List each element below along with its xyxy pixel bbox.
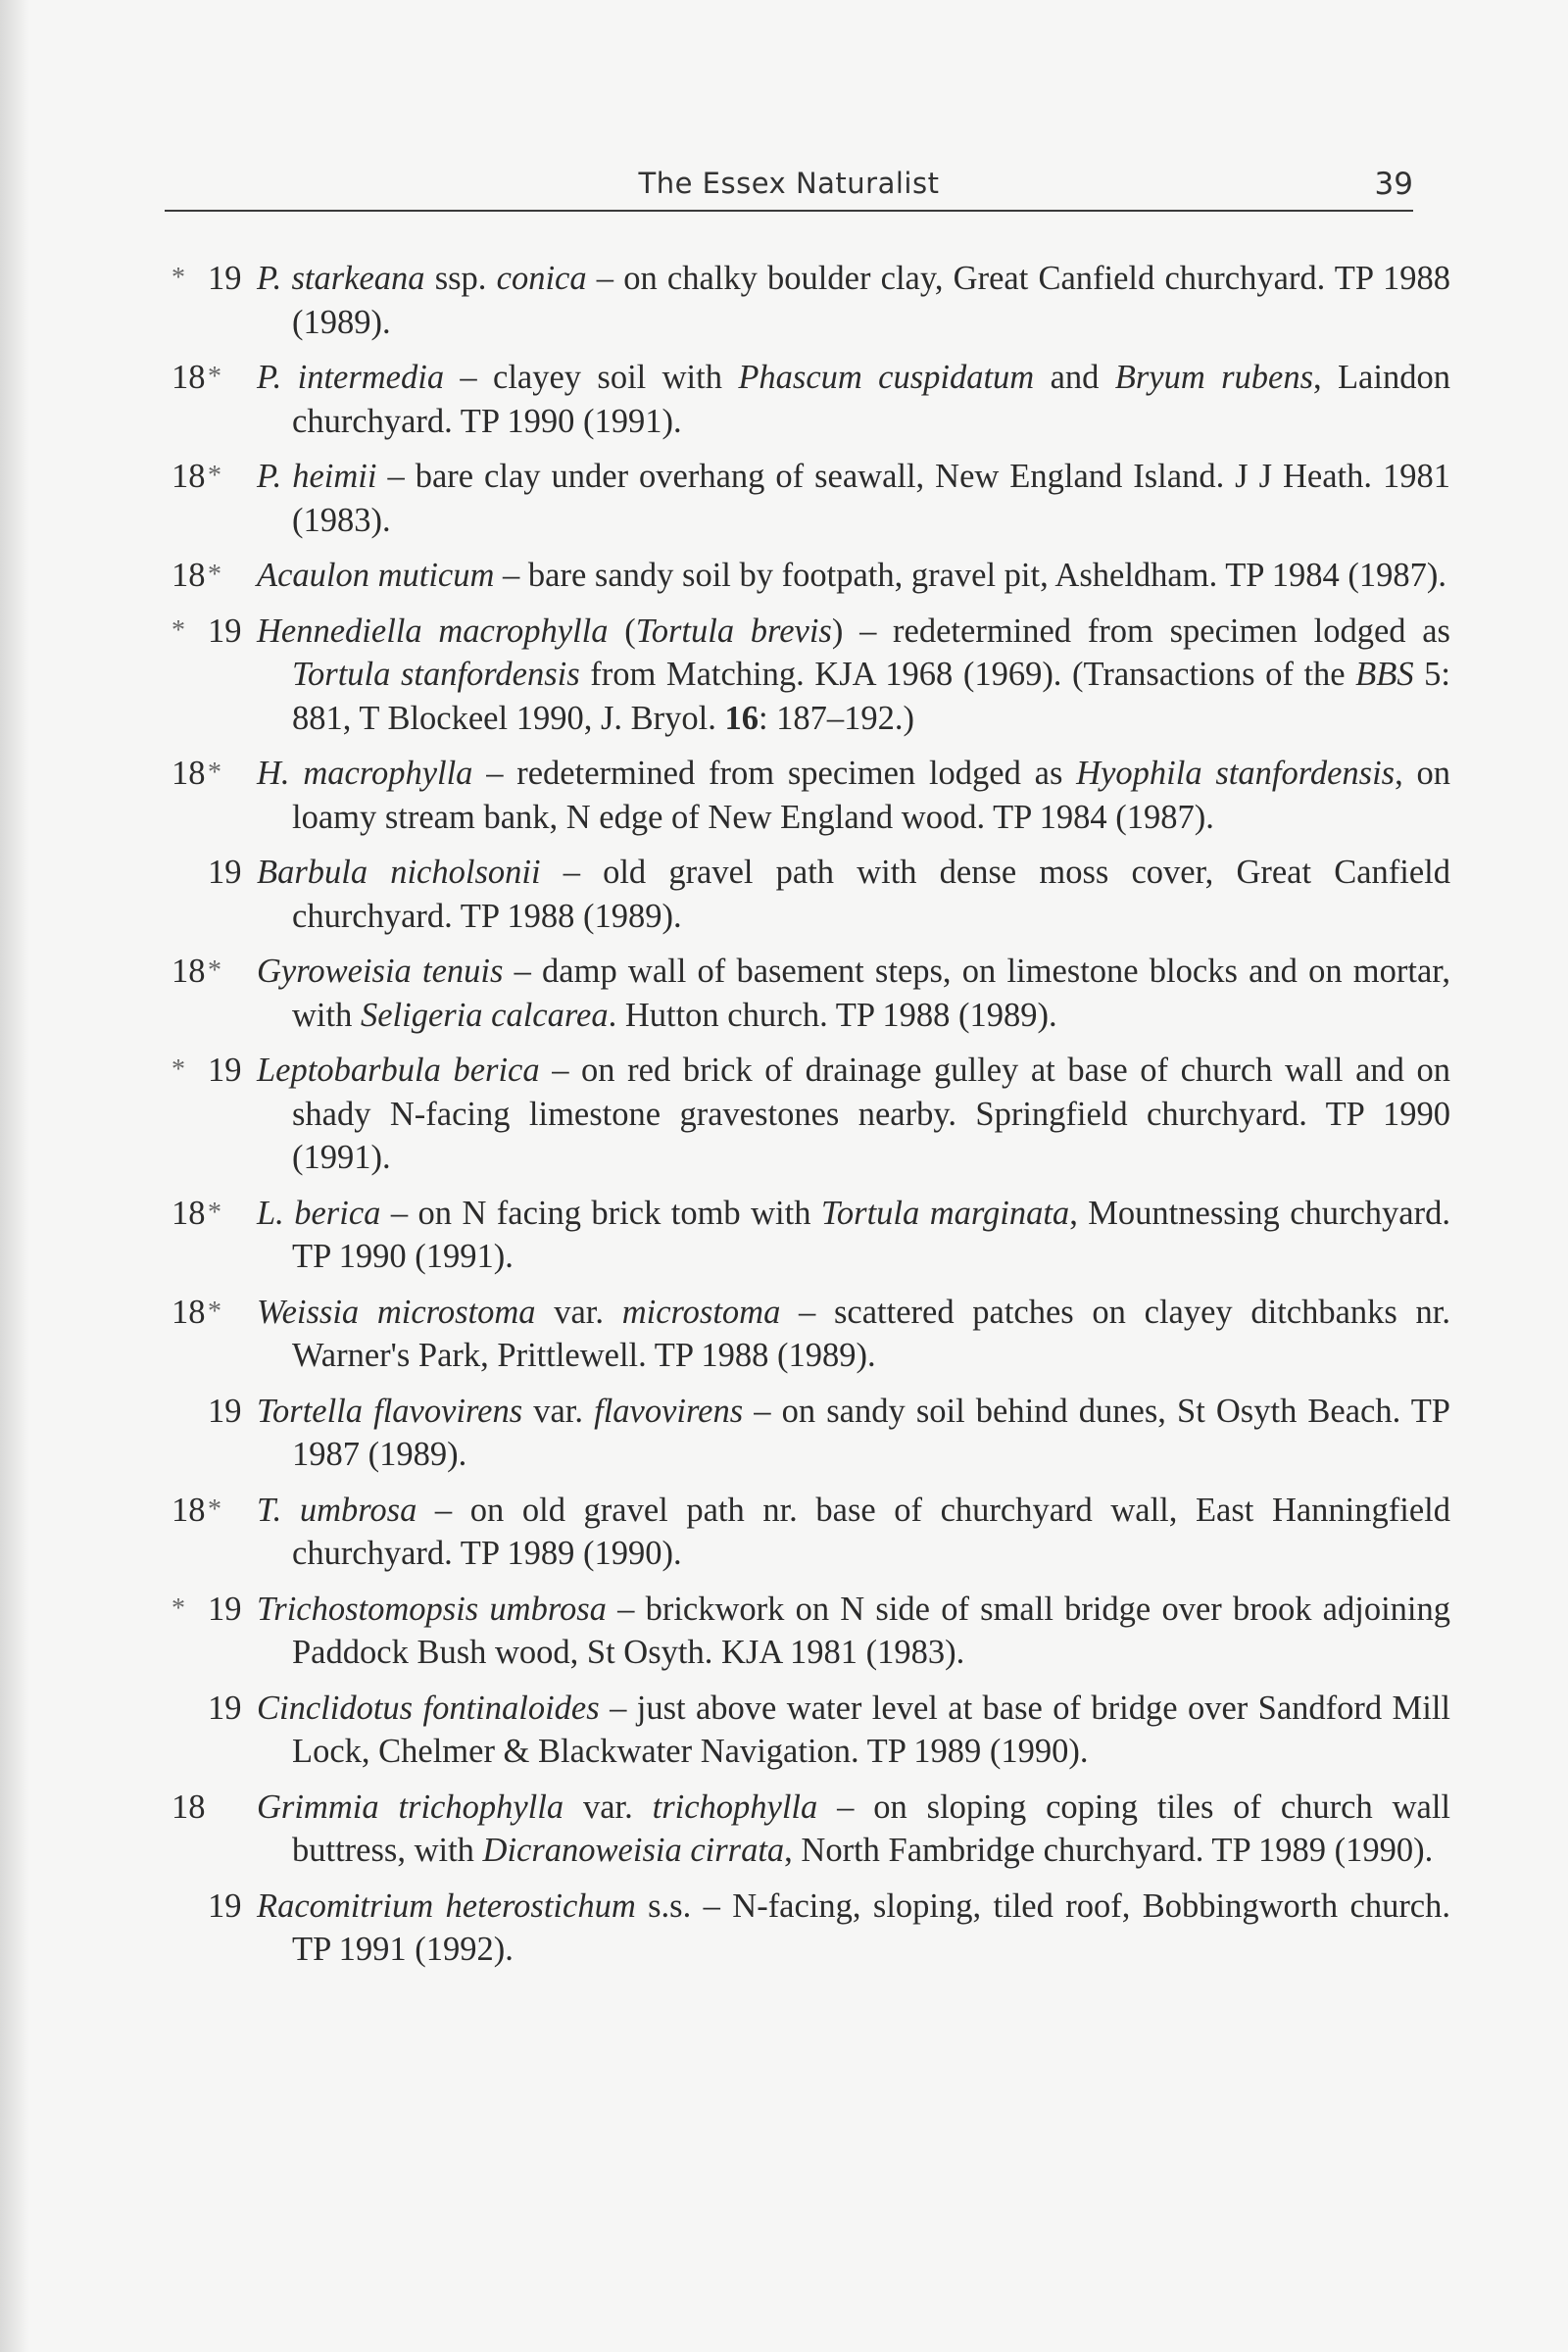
species-name: Cinclidotus fontinaloides <box>257 1689 600 1727</box>
record-detail: – clayey soil with <box>444 359 739 396</box>
species-name: Grimmia trichophylla <box>257 1788 564 1826</box>
list-item <box>0 554 1568 598</box>
record-detail: var. <box>535 1293 622 1331</box>
century-marker: 19 <box>208 1886 242 1925</box>
record-detail: , North Fambridge churchyard. TP 1989 (1990). <box>784 1832 1434 1869</box>
record-detail: 5: 881, T Blockeel 1990, J. Bryol. <box>292 656 1450 737</box>
species-name: Tortella flavovirens <box>257 1392 523 1430</box>
new-record-marker: * <box>172 263 185 293</box>
list-item <box>0 356 1568 443</box>
record-detail: – old gravel path with dense moss cover, Great Canfield churchyard. TP 1988 (1989). <box>292 854 1450 935</box>
record-detail: and <box>1034 359 1115 396</box>
new-record-marker: * <box>208 1296 221 1327</box>
list-item <box>0 1390 1568 1477</box>
record-detail: var. <box>522 1392 595 1430</box>
list-item <box>0 1291 1568 1378</box>
record-text <box>257 950 1450 1037</box>
species-name: Trichostomopsis umbrosa <box>257 1590 607 1628</box>
record-detail: ) – redetermined from specimen lodged as <box>831 612 1450 650</box>
list-item <box>0 455 1568 542</box>
record-text <box>257 257 1450 344</box>
list-item <box>0 1588 1568 1675</box>
species-name: Leptobarbula berica <box>257 1052 540 1089</box>
new-record-marker: * <box>208 362 221 392</box>
century-marker: 19 <box>208 612 242 650</box>
species-name: L. berica <box>257 1194 381 1232</box>
species-name: P. heimii <box>257 458 377 495</box>
century-marker: 19 <box>208 1689 242 1727</box>
record-detail: – scattered patches on clayey ditchbanks nr. Warner's Park, Prittlewell. TP 1988 (1989). <box>292 1293 1450 1374</box>
record-text <box>257 1390 1450 1477</box>
record-detail: 16 <box>724 699 759 737</box>
record-text <box>257 1489 1450 1576</box>
century-marker: 18 <box>172 755 206 792</box>
century-marker: 18 <box>172 1788 206 1826</box>
century-marker: 18 <box>172 1293 206 1331</box>
record-detail: , Laindon churchyard. TP 1990 (1991). <box>292 359 1450 440</box>
species-name: P. intermedia <box>257 359 445 396</box>
new-record-marker: * <box>208 461 221 491</box>
page-number: 39 <box>1374 167 1413 202</box>
list-item <box>0 257 1568 344</box>
species-records-list <box>0 257 1568 1984</box>
century-marker: 18 <box>172 359 206 396</box>
list-item <box>0 851 1568 938</box>
species-name: Barbula nicholsonii <box>257 854 541 891</box>
new-record-marker: * <box>208 956 221 986</box>
species-name: H. macrophylla <box>257 755 473 792</box>
century-marker: 18 <box>172 1491 206 1529</box>
italic-text: Tortula brevis <box>635 612 832 650</box>
record-detail: var. <box>564 1788 653 1826</box>
record-text <box>257 851 1450 938</box>
record-detail: – bare clay under overhang of seawall, New England Island. J J Heath. 1981 (1983). <box>292 458 1450 539</box>
italic-text: Tortula marginata <box>820 1194 1070 1232</box>
record-detail: – damp wall of basement steps, on limestone blocks and on mortar, with <box>292 953 1450 1034</box>
journal-title: The Essex Naturalist <box>638 167 940 200</box>
italic-text: microstoma <box>621 1293 781 1331</box>
list-item <box>0 1489 1568 1576</box>
record-text <box>257 455 1450 542</box>
record-detail: – brickwork on N side of small bridge over brook adjoining Paddock Bush wood, St Osyth. KJA 1981 (1983). <box>292 1590 1450 1671</box>
list-item <box>0 950 1568 1037</box>
species-name: Racomitrium heterostichum <box>257 1886 636 1925</box>
new-record-marker: * <box>208 1494 221 1525</box>
record-detail: – on N facing brick tomb with <box>380 1194 821 1232</box>
record-text <box>257 554 1450 598</box>
record-detail: – on sandy soil behind dunes, St Osyth Beach. TP 1987 (1989). <box>292 1392 1450 1473</box>
new-record-marker: * <box>208 758 221 788</box>
century-marker: 18 <box>172 458 206 495</box>
list-item <box>0 1687 1568 1774</box>
record-detail: s.s. – N-facing, sloping, tiled roof, Bobbingworth church. TP 1991 (1992). <box>292 1886 1450 1968</box>
century-marker: 19 <box>208 1392 242 1430</box>
record-text <box>257 610 1450 741</box>
century-marker: 19 <box>208 1052 242 1089</box>
new-record-marker: * <box>172 614 185 646</box>
species-name: P. starkeana <box>257 260 425 297</box>
italic-text: Seligeria calcarea <box>360 996 609 1034</box>
record-detail: – on old gravel path nr. base of churchyard wall, East Hanningfield churchyard. TP 1989 (1990). <box>292 1491 1450 1572</box>
list-item <box>0 1049 1568 1180</box>
record-detail: ssp. <box>424 260 497 297</box>
italic-text: BBS <box>1355 656 1414 693</box>
record-text <box>257 1291 1450 1378</box>
century-marker: 19 <box>208 854 242 891</box>
record-text <box>257 752 1450 839</box>
new-record-marker: * <box>208 1197 221 1228</box>
century-marker: 18 <box>172 557 206 594</box>
species-name: Weissia microstoma <box>257 1293 536 1331</box>
new-record-marker: * <box>208 560 221 590</box>
record-detail: , Mountnessing churchyard. TP 1990 (1991). <box>292 1194 1450 1275</box>
new-record-marker: * <box>172 1054 185 1085</box>
italic-text: Tortula stanfordensis <box>292 656 580 693</box>
species-name: Hennediella macrophylla <box>257 612 609 650</box>
record-detail: – just above water level at base of bridge over Sandford Mill Lock, Chelmer & Blackwater Navigation. TP 1989 (1990). <box>292 1689 1450 1770</box>
list-item <box>0 1885 1568 1972</box>
record-detail: . Hutton church. TP 1988 (1989). <box>608 996 1057 1034</box>
record-detail: – on red brick of drainage gulley at base of church wall and on shady N-facing limestone gravestones nearby. Springfield churchyard. TP 1990 (1991). <box>292 1052 1451 1176</box>
species-name: T. umbrosa <box>257 1491 417 1529</box>
list-item <box>0 610 1568 741</box>
record-detail: – on sloping coping tiles of church wall buttress, with <box>292 1788 1450 1869</box>
record-text <box>257 1588 1450 1675</box>
species-name: Gyroweisia tenuis <box>257 953 504 990</box>
record-text <box>257 1049 1450 1180</box>
record-detail: from Matching. KJA 1968 (1969). (Transactions of the <box>579 656 1356 693</box>
century-marker: 18 <box>172 1194 206 1232</box>
record-detail: , on loamy stream bank, N edge of New England wood. TP 1984 (1987). <box>292 755 1451 836</box>
italic-text: Bryum rubens <box>1114 359 1313 396</box>
new-record-marker: * <box>172 1592 185 1624</box>
italic-text: Phascum cuspidatum <box>738 359 1035 396</box>
record-text <box>257 1192 1450 1279</box>
italic-text: trichophylla <box>652 1788 818 1826</box>
record-detail: – on chalky boulder clay, Great Canfield churchyard. TP 1988 (1989). <box>292 260 1450 341</box>
list-item <box>0 752 1568 839</box>
century-marker: 19 <box>208 1590 242 1628</box>
record-text <box>257 1885 1450 1972</box>
italic-text: conica <box>496 260 587 297</box>
record-text <box>257 1786 1450 1873</box>
italic-text: Hyophila stanfordensis <box>1076 755 1396 792</box>
record-text <box>257 356 1450 443</box>
century-marker: 18 <box>172 953 206 990</box>
running-header <box>165 165 1413 212</box>
species-name: Acaulon muticum <box>257 557 495 594</box>
record-detail: : 187–192.) <box>758 699 915 737</box>
list-item <box>0 1192 1568 1279</box>
record-detail: ( <box>608 612 636 650</box>
century-marker: 19 <box>208 260 242 297</box>
italic-text: flavovirens <box>594 1392 744 1430</box>
list-item <box>0 1786 1568 1873</box>
record-detail: – bare sandy soil by footpath, gravel pit, Asheldham. TP 1984 (1987). <box>494 557 1447 594</box>
record-detail: – redetermined from specimen lodged as <box>472 755 1077 792</box>
record-text <box>257 1687 1450 1774</box>
italic-text: Dicranoweisia cirrata <box>482 1832 785 1869</box>
